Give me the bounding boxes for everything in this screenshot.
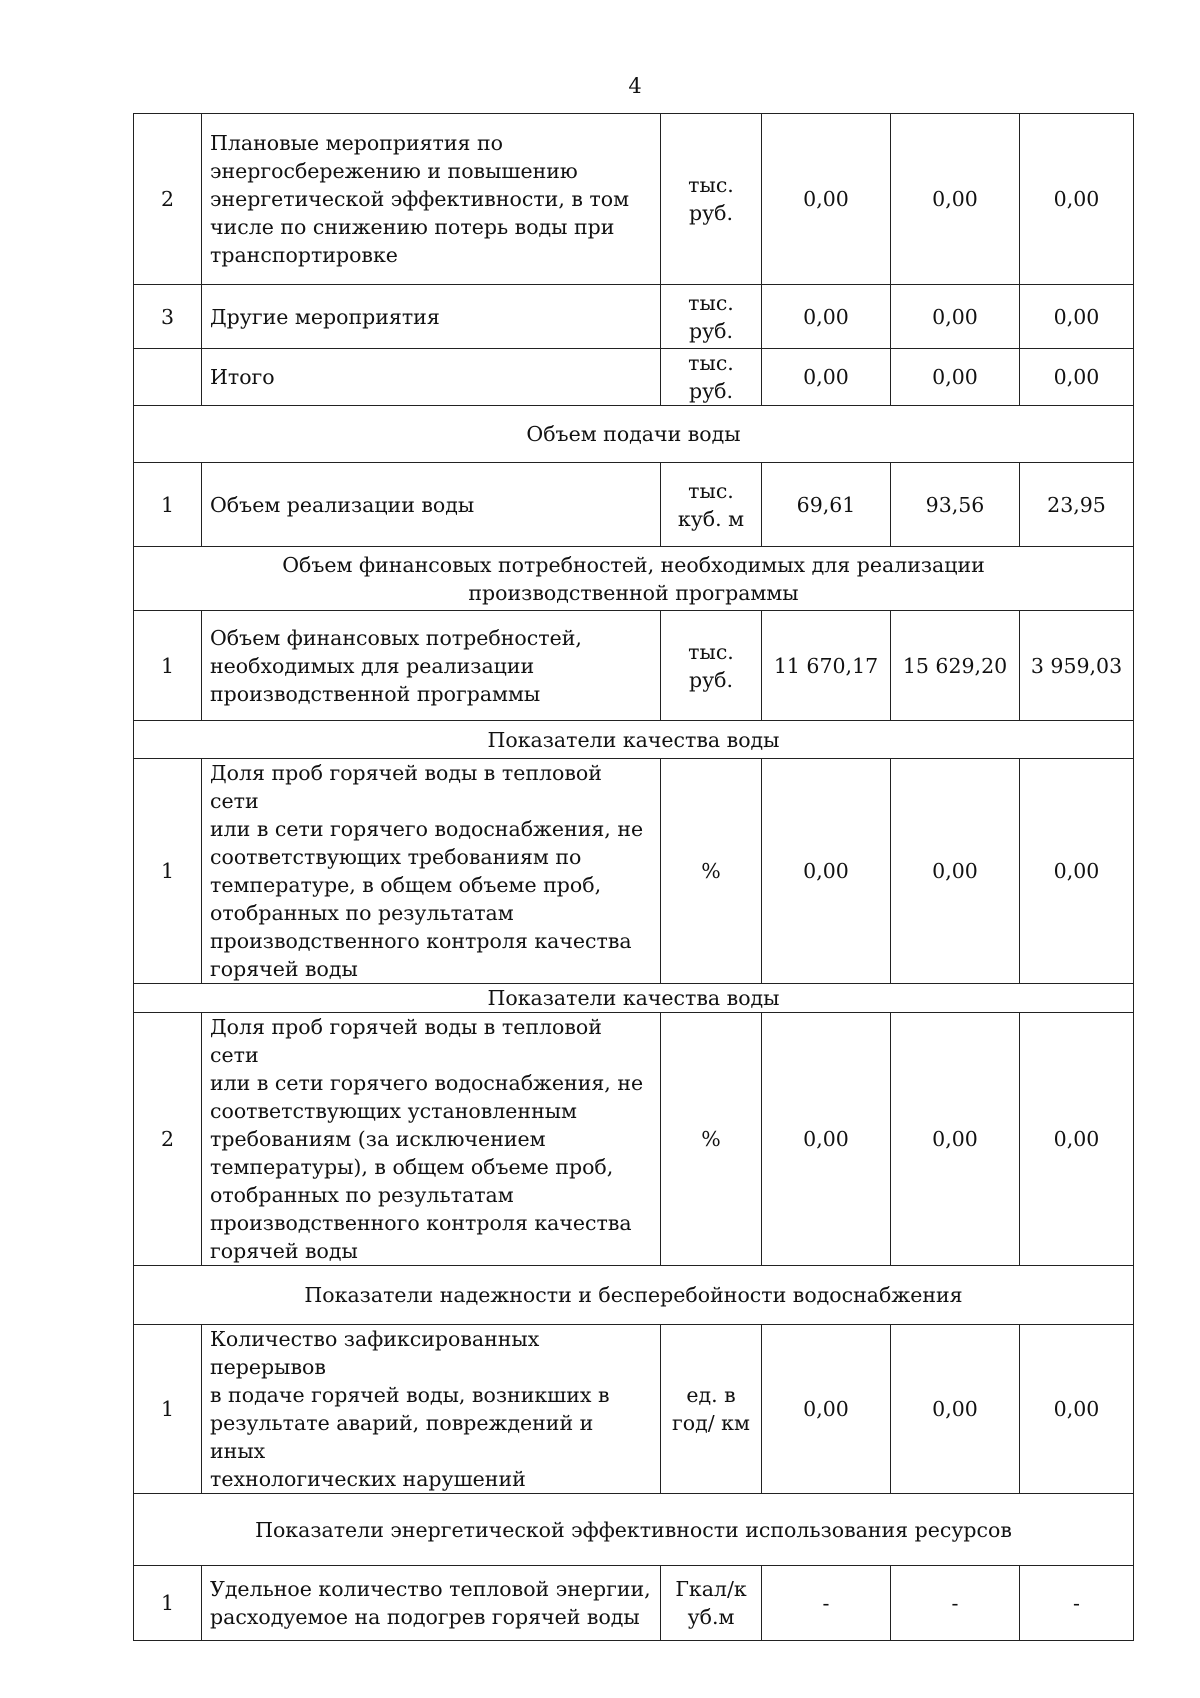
- section-title: Объем подачи воды: [134, 406, 1134, 463]
- table-row: [134, 611, 1134, 721]
- row-number: 1: [134, 611, 202, 721]
- indicator-name: Объем реализации воды: [202, 463, 661, 547]
- indicator-name: Доля проб горячей воды в тепловой сети или в сети горячего водоснабжения, не соответствующих установленным требованиям (за исключением температуры), в общем объеме проб, отобранных по результатам производственного контроля качества горячей воды: [202, 1013, 661, 1266]
- value-3: 0,00: [1020, 1013, 1134, 1266]
- value-3: 0,00: [1020, 114, 1134, 285]
- indicator-name: Объем финансовых потребностей, необходимых для реализации производственной программы: [202, 611, 661, 721]
- indicator-name: Количество зафиксированных перерывов в подаче горячей воды, возникших в результате аварий, повреждений и иных технологических нарушений: [202, 1325, 661, 1494]
- value-1: 0,00: [762, 349, 891, 406]
- value-3: -: [1020, 1566, 1134, 1641]
- table-row: [134, 1013, 1134, 1266]
- value-1: 11 670,17: [762, 611, 891, 721]
- indicator-name: Плановые мероприятия по энергосбережению и повышению энергетической эффективности, в том числе по снижению потерь воды при транспортировке: [202, 114, 661, 285]
- section-row: [134, 984, 1134, 1013]
- value-1: 0,00: [762, 1325, 891, 1494]
- row-number: 1: [134, 463, 202, 547]
- section-row: [134, 547, 1134, 611]
- unit-of-measure: ед. в год/ км: [661, 1325, 762, 1494]
- row-number: 1: [134, 1566, 202, 1641]
- value-1: 69,61: [762, 463, 891, 547]
- table-row: [134, 1566, 1134, 1641]
- production-program-table: [133, 113, 1134, 1641]
- value-2: 0,00: [891, 114, 1020, 285]
- value-1: 0,00: [762, 1013, 891, 1266]
- table-row: [134, 349, 1134, 406]
- unit-of-measure: тыс. руб.: [661, 349, 762, 406]
- section-title: Объем финансовых потребностей, необходимых для реализации производственной программы: [134, 547, 1134, 611]
- indicator-name: Другие мероприятия: [202, 285, 661, 349]
- row-number: 1: [134, 1325, 202, 1494]
- row-number: 2: [134, 114, 202, 285]
- indicator-name: Доля проб горячей воды в тепловой сети или в сети горячего водоснабжения, не соответствующих требованиям по температуре, в общем объеме проб, отобранных по результатам производственного контроля качества горячей воды: [202, 759, 661, 984]
- row-number: [134, 349, 202, 406]
- table-row: [134, 759, 1134, 984]
- section-title: Показатели надежности и бесперебойности водоснабжения: [134, 1266, 1134, 1325]
- value-1: 0,00: [762, 114, 891, 285]
- indicator-name: Удельное количество тепловой энергии, расходуемое на подогрев горячей воды: [202, 1566, 661, 1641]
- value-2: -: [891, 1566, 1020, 1641]
- value-2: 0,00: [891, 349, 1020, 406]
- unit-of-measure: тыс. руб.: [661, 285, 762, 349]
- unit-of-measure: Гкал/к уб.м: [661, 1566, 762, 1641]
- value-2: 93,56: [891, 463, 1020, 547]
- section-row: [134, 1494, 1134, 1566]
- table-row: [134, 285, 1134, 349]
- value-1: -: [762, 1566, 891, 1641]
- page-number: 4: [628, 74, 642, 98]
- section-row: [134, 1266, 1134, 1325]
- value-3: 0,00: [1020, 759, 1134, 984]
- table-row: [134, 463, 1134, 547]
- value-3: 0,00: [1020, 1325, 1134, 1494]
- section-title: Показатели качества воды: [134, 721, 1134, 759]
- value-3: 23,95: [1020, 463, 1134, 547]
- row-number: 1: [134, 759, 202, 984]
- unit-of-measure: тыс. руб.: [661, 114, 762, 285]
- unit-of-measure: %: [661, 1013, 762, 1266]
- value-1: 0,00: [762, 285, 891, 349]
- value-2: 15 629,20: [891, 611, 1020, 721]
- row-number: 2: [134, 1013, 202, 1266]
- value-3: 0,00: [1020, 349, 1134, 406]
- section-row: [134, 406, 1134, 463]
- value-3: 0,00: [1020, 285, 1134, 349]
- section-title: Показатели качества воды: [134, 984, 1134, 1013]
- unit-of-measure: тыс. руб.: [661, 611, 762, 721]
- indicator-name: Итого: [202, 349, 661, 406]
- section-row: [134, 721, 1134, 759]
- unit-of-measure: %: [661, 759, 762, 984]
- value-2: 0,00: [891, 759, 1020, 984]
- value-2: 0,00: [891, 285, 1020, 349]
- row-number: 3: [134, 285, 202, 349]
- table-row: [134, 1325, 1134, 1494]
- value-3: 3 959,03: [1020, 611, 1134, 721]
- value-1: 0,00: [762, 759, 891, 984]
- table-row: [134, 114, 1134, 285]
- value-2: 0,00: [891, 1013, 1020, 1266]
- value-2: 0,00: [891, 1325, 1020, 1494]
- section-title: Показатели энергетической эффективности использования ресурсов: [134, 1494, 1134, 1566]
- unit-of-measure: тыс. куб. м: [661, 463, 762, 547]
